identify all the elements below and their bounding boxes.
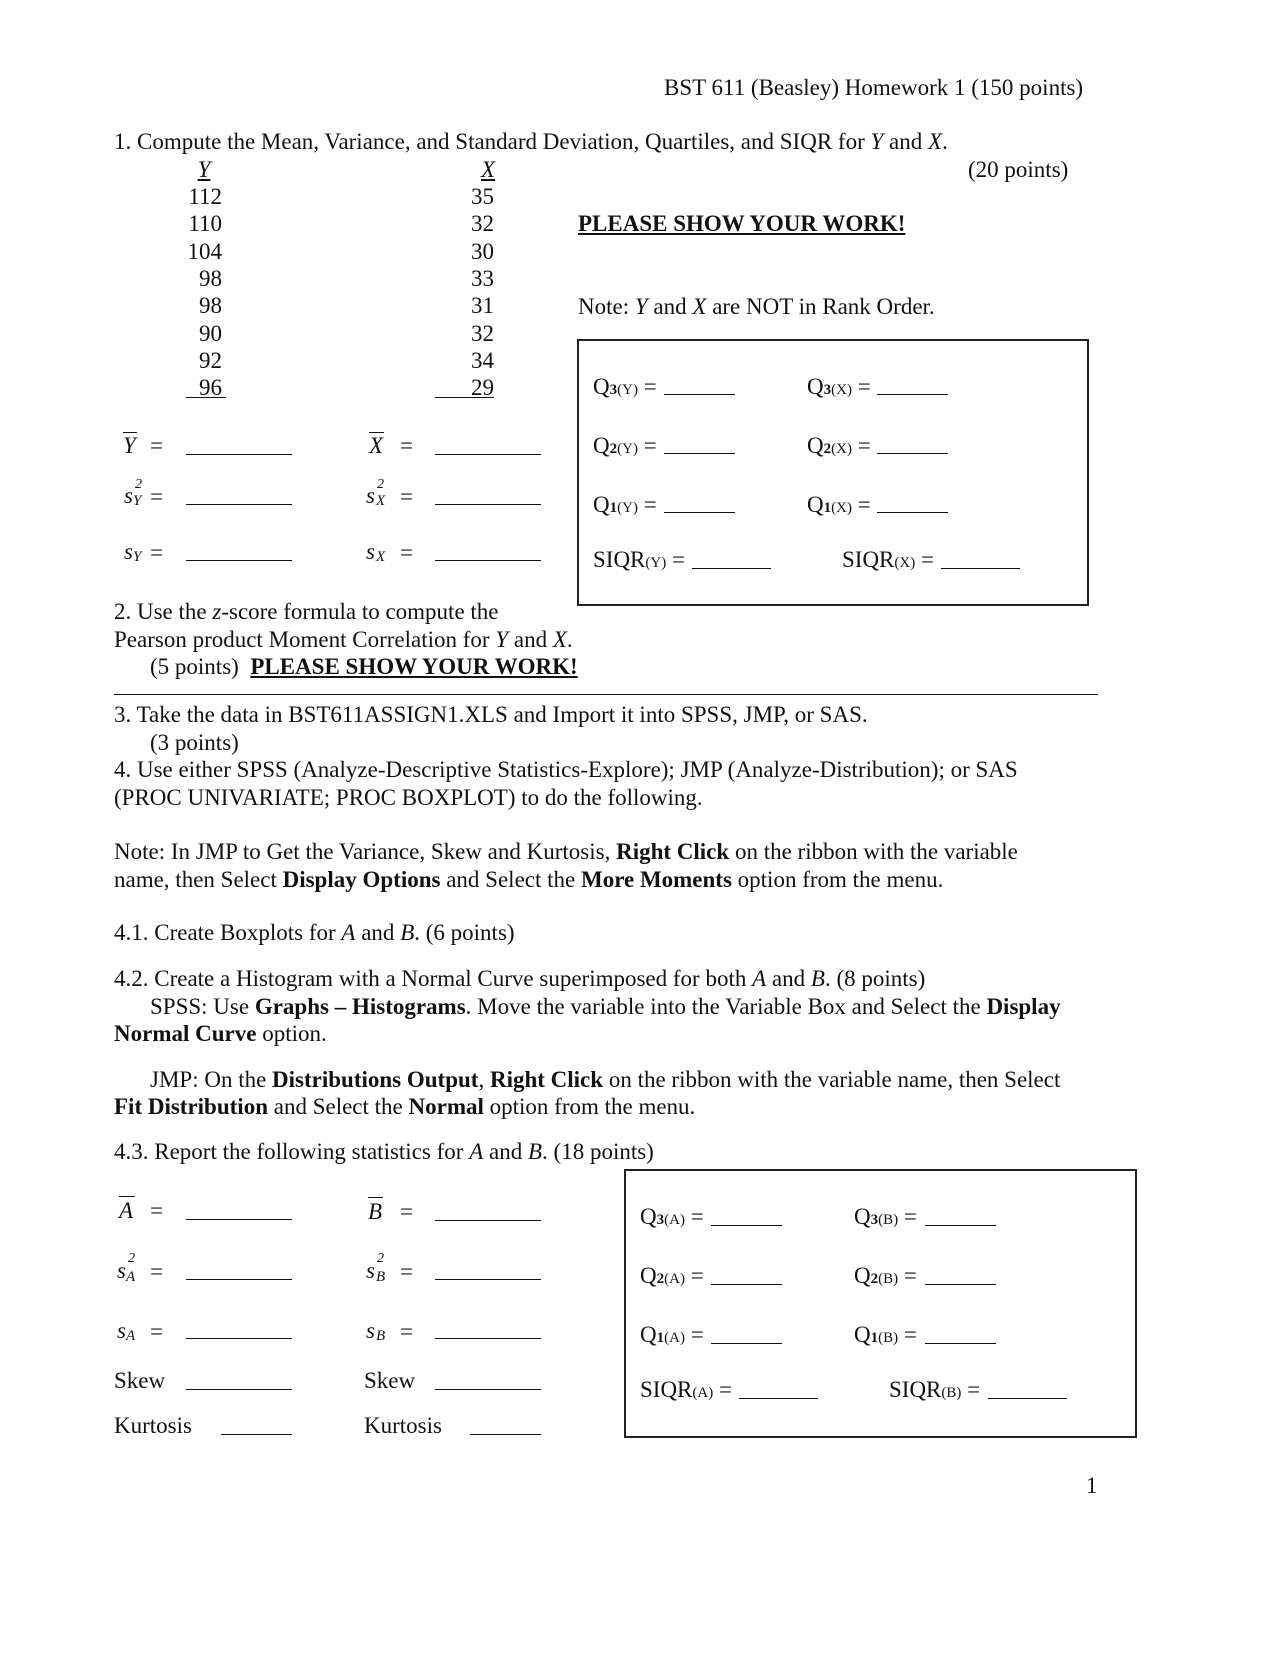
q1-note: Note: Y and X are NOT in Rank Order. bbox=[578, 294, 935, 319]
page-number: 1 bbox=[1086, 1473, 1098, 1498]
var-y-sup: 2 bbox=[135, 477, 142, 492]
var-y-eq: = bbox=[150, 484, 163, 509]
q3-a-blank[interactable] bbox=[711, 1224, 782, 1226]
q42-spss-line1: SPSS: Use Graphs – Histograms. Move the variable into the Variable Box and Select the Display bbox=[150, 994, 1061, 1019]
q2-b-blank[interactable] bbox=[925, 1283, 996, 1285]
sd-x-blank[interactable] bbox=[435, 559, 541, 561]
section-divider bbox=[114, 694, 1098, 695]
page-header-title: BST 611 (Beasley) Homework 1 (150 points) bbox=[664, 75, 1084, 100]
y-value: 104 bbox=[187, 238, 222, 264]
q1-var-x: X bbox=[928, 129, 943, 154]
a-bar-blank[interactable] bbox=[186, 1218, 292, 1220]
b-bar-blank[interactable] bbox=[435, 1219, 541, 1221]
sd-a-symbol: s bbox=[117, 1318, 126, 1343]
q1-y-blank[interactable] bbox=[664, 511, 735, 513]
x-value: 35 bbox=[471, 184, 494, 209]
y-value: 110 bbox=[188, 211, 222, 237]
x-bar-overline bbox=[369, 432, 384, 433]
q2-show-work: PLEASE SHOW YOUR WORK! bbox=[250, 654, 578, 679]
y-bar-eq: = bbox=[150, 433, 163, 458]
sd-b-sub: B bbox=[376, 1328, 386, 1344]
q1-and: and bbox=[883, 129, 928, 154]
q1-a-label: Q1(A) = bbox=[640, 1322, 704, 1347]
var-b-sup: 2 bbox=[377, 1251, 384, 1266]
var-b-symbol: s bbox=[366, 1258, 375, 1283]
y-value: 92 bbox=[199, 347, 222, 373]
sd-y-blank[interactable] bbox=[186, 559, 292, 561]
x-value: 32 bbox=[471, 320, 494, 346]
siqr-x-label: SIQR(X) = bbox=[842, 547, 934, 572]
var-y-sub: Y bbox=[133, 493, 142, 509]
q2-y-blank[interactable] bbox=[664, 452, 735, 454]
q3-y-label: Q3(Y) = bbox=[593, 374, 657, 399]
q4-line2: (PROC UNIVARIATE; PROC BOXPLOT) to do the following. bbox=[114, 785, 703, 810]
var-b-eq: = bbox=[400, 1259, 413, 1284]
var-y-symbol: s bbox=[124, 483, 133, 508]
siqr-a-blank[interactable] bbox=[739, 1397, 818, 1399]
x-value: 32 bbox=[471, 211, 494, 237]
var-x-eq: = bbox=[400, 484, 413, 509]
y-value: 98 bbox=[199, 293, 222, 319]
kurtosis-a-blank[interactable] bbox=[221, 1433, 292, 1435]
sd-y-eq: = bbox=[150, 540, 163, 565]
skew-b-blank[interactable] bbox=[435, 1388, 541, 1390]
q1-b-blank[interactable] bbox=[925, 1342, 996, 1344]
q3-x-label: Q3(X) = bbox=[807, 374, 871, 399]
x-value: 29 bbox=[471, 375, 494, 401]
sd-b-eq: = bbox=[400, 1319, 413, 1344]
siqr-b-blank[interactable] bbox=[988, 1397, 1067, 1399]
skew-a-label: Skew bbox=[114, 1368, 166, 1393]
a-bar-eq: = bbox=[150, 1198, 163, 1223]
q42-jmp-line1: JMP: On the Distributions Output, Right Click on the ribbon with the variable name, then Select bbox=[150, 1067, 1061, 1092]
a-bar-overline bbox=[119, 1196, 135, 1197]
sd-y-sub: Y bbox=[133, 549, 142, 565]
y-value: 90 bbox=[199, 320, 222, 346]
q3-b-blank[interactable] bbox=[925, 1224, 996, 1226]
q3-line1: 3. Take the data in BST611ASSIGN1.XLS and Import it into SPSS, JMP, or SAS. bbox=[114, 702, 868, 727]
q4-note-line2: name, then Select Display Options and Select the More Moments option from the menu. bbox=[114, 867, 944, 892]
sd-x-eq: = bbox=[400, 540, 413, 565]
q2-points: (5 points) bbox=[150, 654, 239, 679]
y-bar-symbol: Y bbox=[123, 433, 136, 458]
sd-y-symbol: s bbox=[124, 539, 133, 564]
q1-prompt bbox=[114, 130, 948, 153]
y-value: 98 bbox=[199, 265, 222, 291]
q2-x-blank[interactable] bbox=[877, 452, 948, 454]
y-column-total-line bbox=[186, 397, 226, 398]
siqr-y-label: SIQR(Y) = bbox=[593, 547, 685, 572]
q1-period: . bbox=[942, 129, 948, 154]
var-x-symbol: s bbox=[366, 483, 375, 508]
q4-line1: 4. Use either SPSS (Analyze-Descriptive Statistics-Explore); JMP (Analyze-Distribution); or SAS bbox=[114, 757, 1018, 782]
y-bar-blank[interactable] bbox=[186, 453, 292, 455]
sd-b-symbol: s bbox=[366, 1318, 375, 1343]
var-a-blank[interactable] bbox=[186, 1278, 292, 1280]
q41-line: 4.1. Create Boxplots for A and B. (6 points) bbox=[114, 920, 515, 945]
q4-note-line1: Note: In JMP to Get the Variance, Skew and Kurtosis, Right Click on the ribbon with the variable bbox=[114, 839, 1018, 864]
skew-b-label: Skew bbox=[364, 1368, 416, 1393]
y-bar-overline bbox=[123, 432, 137, 433]
siqr-b-label: SIQR(B) = bbox=[889, 1377, 981, 1402]
q2-b-label: Q2(B) = bbox=[854, 1263, 917, 1288]
kurtosis-a-label: Kurtosis bbox=[114, 1413, 192, 1438]
siqr-y-blank[interactable] bbox=[692, 567, 771, 569]
q2-a-blank[interactable] bbox=[711, 1283, 782, 1285]
var-b-blank[interactable] bbox=[435, 1278, 541, 1280]
b-bar-eq: = bbox=[400, 1199, 413, 1224]
col-y-header: Y bbox=[197, 157, 211, 182]
x-value: 30 bbox=[471, 238, 494, 264]
q1-x-blank[interactable] bbox=[877, 511, 948, 513]
x-bar-eq: = bbox=[400, 433, 413, 458]
var-a-sup: 2 bbox=[128, 1251, 135, 1266]
var-a-sub: A bbox=[126, 1269, 136, 1285]
q1-prefix: 1. Compute the Mean, Variance, and Standard Deviation, Quartiles, and SIQR for bbox=[114, 129, 871, 154]
b-bar-symbol: B bbox=[368, 1199, 383, 1224]
var-y-blank[interactable] bbox=[186, 503, 292, 505]
q2-a-label: Q2(A) = bbox=[640, 1263, 704, 1288]
q1-y-label: Q1(Y) = bbox=[593, 492, 657, 517]
sd-x-symbol: s bbox=[366, 539, 375, 564]
x-bar-symbol: X bbox=[369, 433, 384, 458]
sd-a-sub: A bbox=[126, 1328, 136, 1344]
var-x-sub: X bbox=[376, 493, 386, 509]
siqr-a-label: SIQR(A) = bbox=[640, 1377, 732, 1402]
b-bar-overline bbox=[368, 1197, 383, 1198]
sd-x-sub: X bbox=[376, 549, 386, 565]
q1-x-label: Q1(X) = bbox=[807, 492, 871, 517]
sd-a-eq: = bbox=[150, 1319, 163, 1344]
q3-a-label: Q3(A) = bbox=[640, 1204, 704, 1229]
q3-x-blank[interactable] bbox=[877, 393, 948, 395]
y-value: 96 bbox=[199, 375, 222, 401]
x-value: 33 bbox=[471, 265, 494, 291]
var-a-symbol: s bbox=[117, 1258, 126, 1283]
sd-b-blank[interactable] bbox=[435, 1337, 541, 1339]
q42-spss-line2: Normal Curve option. bbox=[114, 1021, 327, 1046]
a-bar-symbol: A bbox=[119, 1198, 134, 1223]
var-x-blank[interactable] bbox=[435, 503, 541, 505]
q42-line: 4.2. Create a Histogram with a Normal Curve superimposed for both A and B. (8 points) bbox=[114, 966, 926, 991]
q1-show-work: PLEASE SHOW YOUR WORK! bbox=[578, 211, 906, 236]
x-bar-blank[interactable] bbox=[435, 453, 541, 455]
q1-b-label: Q1(B) = bbox=[854, 1322, 917, 1347]
q42-jmp-line2: Fit Distribution and Select the Normal option from the menu. bbox=[114, 1094, 696, 1119]
q43-line: 4.3. Report the following statistics for A and B. (18 points) bbox=[114, 1139, 654, 1164]
var-x-sup: 2 bbox=[377, 477, 384, 492]
skew-a-blank[interactable] bbox=[186, 1388, 292, 1390]
q1-a-blank[interactable] bbox=[711, 1342, 782, 1344]
sd-a-blank[interactable] bbox=[186, 1337, 292, 1339]
q2-y-label: Q2(Y) = bbox=[593, 433, 657, 458]
x-column-total-line bbox=[435, 397, 494, 398]
var-a-eq: = bbox=[150, 1259, 163, 1284]
q2-x-label: Q2(X) = bbox=[807, 433, 871, 458]
kurtosis-b-label: Kurtosis bbox=[364, 1413, 442, 1438]
var-b-sub: B bbox=[376, 1269, 386, 1285]
x-value: 34 bbox=[471, 347, 494, 373]
y-value: 112 bbox=[188, 184, 222, 209]
q2-line2: Pearson product Moment Correlation for Y and X. bbox=[114, 627, 573, 652]
q3-y-blank[interactable] bbox=[664, 393, 735, 395]
siqr-x-blank[interactable] bbox=[941, 567, 1020, 569]
x-value: 31 bbox=[471, 293, 494, 319]
col-x-header: X bbox=[480, 157, 496, 182]
q3-points: (3 points) bbox=[150, 730, 239, 755]
kurtosis-b-blank[interactable] bbox=[470, 1433, 541, 1435]
q1-points: (20 points) bbox=[968, 157, 1069, 182]
q3-b-label: Q3(B) = bbox=[854, 1204, 917, 1229]
q2-line1: 2. Use the z-score formula to compute the bbox=[114, 599, 499, 624]
q2-line3 bbox=[150, 655, 578, 678]
q1-var-y: Y bbox=[870, 129, 884, 154]
